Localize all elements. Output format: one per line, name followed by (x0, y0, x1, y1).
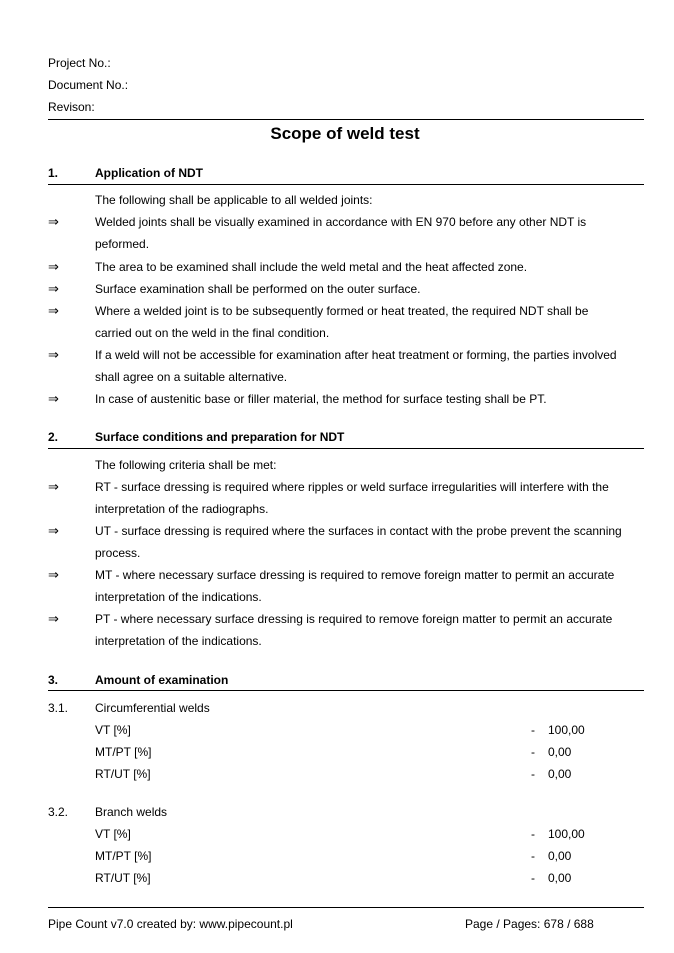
row-label: VT [%] (95, 827, 131, 841)
arrow-icon: ⇒ (48, 281, 59, 296)
row-value: 0,00 (548, 767, 572, 781)
page-title: Scope of weld test (270, 124, 420, 143)
arrow-icon: ⇒ (48, 391, 59, 406)
arrow-icon: ⇒ (48, 523, 59, 538)
bullet-line: carried out on the weld in the final condition. (95, 326, 330, 340)
section-intro: The following criteria shall be met: (95, 458, 277, 472)
row-value: 0,00 (548, 849, 572, 863)
bullet-line: The area to be examined shall include the weld metal and the heat affected zone. (95, 260, 528, 274)
arrow-icon: ⇒ (48, 479, 59, 494)
section-number: 2. (48, 430, 59, 444)
bullet-line: PT - where necessary surface dressing is required to remove foreign matter to permit an accurate (95, 612, 613, 626)
row-value: 0,00 (548, 745, 572, 759)
bullet-line: peformed. (95, 237, 150, 251)
subsection-number: 3.2. (48, 805, 69, 819)
row-dash: - (531, 849, 535, 863)
bullet-line: Surface examination shall be performed on the outer surface. (95, 282, 421, 296)
bullet-line: process. (95, 546, 141, 560)
bullet-line: RT - surface dressing is required where ripples or weld surface irregularities will interfere with the (95, 480, 609, 494)
header-divider (48, 119, 644, 120)
row-dash: - (531, 767, 535, 781)
bullet-line: interpretation of the indications. (95, 634, 262, 648)
bullet-line: Welded joints shall be visually examined in accordance with EN 970 before any other NDT is (95, 215, 587, 229)
row-label: RT/UT [%] (95, 871, 151, 885)
section-title: Amount of examination (95, 673, 229, 687)
arrow-icon: ⇒ (48, 259, 59, 274)
footer-page-count: Page / Pages: 678 / 688 (465, 917, 594, 931)
section-number: 1. (48, 166, 59, 180)
subsection-number: 3.1. (48, 701, 69, 715)
row-value: 100,00 (548, 827, 585, 841)
bullet-line: interpretation of the indications. (95, 590, 262, 604)
footer-divider (48, 907, 644, 908)
section-divider (48, 690, 644, 691)
bullet-line: UT - surface dressing is required where the surfaces in contact with the probe prevent the scanning (95, 524, 622, 538)
row-value: 100,00 (548, 723, 585, 737)
subsection-title: Branch welds (95, 805, 168, 819)
bullet-line: If a weld will not be accessible for examination after heat treatment or forming, the parties involved (95, 348, 617, 362)
section-title: Surface conditions and preparation for NDT (95, 430, 345, 444)
section-divider (48, 184, 644, 185)
row-label: MT/PT [%] (95, 849, 152, 863)
row-dash: - (531, 871, 535, 885)
row-value: 0,00 (548, 871, 572, 885)
bullet-line: interpretation of the radiographs. (95, 502, 269, 516)
row-label: RT/UT [%] (95, 767, 151, 781)
row-dash: - (531, 723, 535, 737)
section-title: Application of NDT (95, 166, 203, 180)
arrow-icon: ⇒ (48, 303, 59, 318)
bullet-line: Where a welded joint is to be subsequently formed or heat treated, the required NDT shall be (95, 304, 589, 318)
section-number: 3. (48, 673, 59, 687)
arrow-icon: ⇒ (48, 214, 59, 229)
project-no-label: Project No.: (48, 56, 111, 70)
row-dash: - (531, 827, 535, 841)
bullet-line: shall agree on a suitable alternative. (95, 370, 288, 384)
revision-label: Revison: (48, 100, 95, 114)
section-intro: The following shall be applicable to all welded joints: (95, 193, 373, 207)
row-dash: - (531, 745, 535, 759)
bullet-line: In case of austenitic base or filler material, the method for surface testing shall be PT. (95, 392, 547, 406)
arrow-icon: ⇒ (48, 611, 59, 626)
document-no-label: Document No.: (48, 78, 129, 92)
subsection-title: Circumferential welds (95, 701, 210, 715)
row-label: VT [%] (95, 723, 131, 737)
arrow-icon: ⇒ (48, 567, 59, 582)
footer-created-by: Pipe Count v7.0 created by: www.pipecount.pl (48, 917, 293, 931)
section-divider (48, 448, 644, 449)
bullet-line: MT - where necessary surface dressing is required to remove foreign matter to permit an accurate (95, 568, 615, 582)
row-label: MT/PT [%] (95, 745, 152, 759)
arrow-icon: ⇒ (48, 347, 59, 362)
